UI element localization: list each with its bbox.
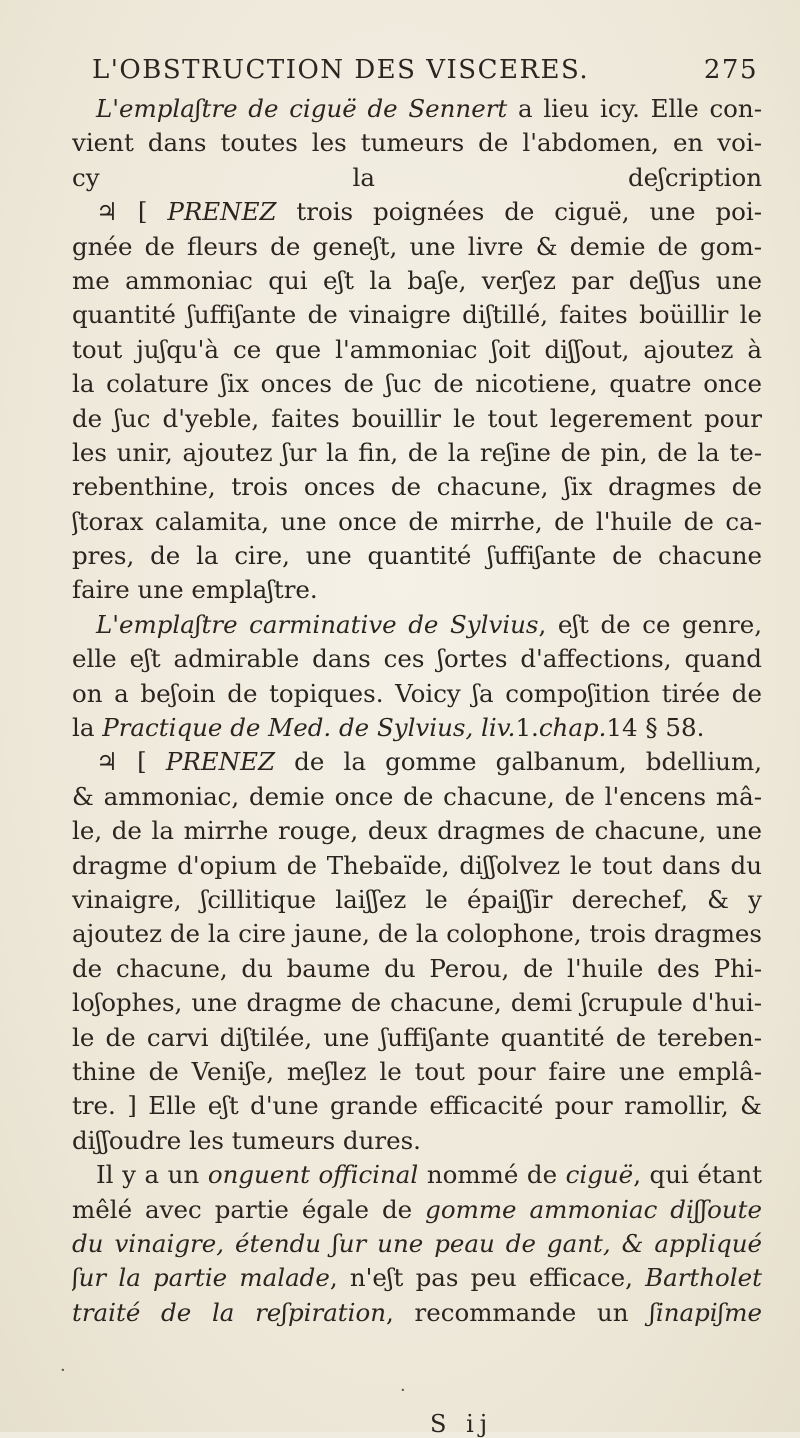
text-span: quantité ʃuffiʃante de vinaigre diʃtillé, faites boüillir le [72,300,762,330]
text-span: le de carvi diʃtilée, une ʃuffiʃante quantité de tereben- [72,1022,762,1052]
header-title: L'OBSTRUCTION DES VISCERES. [92,55,590,85]
ink-speck: · [400,1380,406,1401]
italic-text: ʃinapiʃme [649,1297,762,1327]
text-span: nommé de [418,1160,566,1190]
text-line [72,505,762,539]
text-span: , recommande un [386,1297,650,1327]
text-span: tout juʃqu'à ce que l'ammoniac ʃoit diʃʃout, ajoutez à [72,334,762,364]
text-span: diʃʃoudre les tumeurs dures. [72,1125,421,1155]
text-span: les unir, ajoutez ʃur la fin, de la reʃine de pin, de la te- [72,437,762,467]
text-line [72,1296,762,1330]
text-line [72,470,762,504]
text-line [72,1021,762,1055]
text-span: gnée de fleurs de geneʃt, une livre & demie de gom- [72,231,762,261]
text-span: , eʃt de ce genre, [538,609,762,639]
text-line [72,849,762,883]
text-span: ʃtorax calamita, une once de mirrhe, de l'huile de ca- [72,506,762,536]
text-span: faire une emplaʃtre. [72,575,318,605]
text-span: de ʃuc d'yeble, faites bouillir le tout legerement pour [72,403,762,433]
italic-text: L'emplaʃtre carminative de Sylvius [96,609,539,639]
text-span: mêlé avec partie égale de [72,1194,426,1224]
text-line [72,126,762,160]
text-span: thine de Veniʃe, meʃlez le tout pour faire une emplâ- [72,1056,762,1086]
text-line [72,539,762,573]
text-span: 14 § 58. [606,713,705,743]
text-span: on a beʃoin de topiques. Voicy ʃa compoʃition tirée de [72,678,762,708]
text-line [72,161,762,195]
text-span: me ammoniac qui eʃt la baʃe, verʃez par deʃʃus une [72,265,762,295]
text-line [72,986,762,1020]
italic-text: PRENEZ [167,197,277,227]
text-span: dragme d'opium de Thebaïde, diʃʃolvez le tout dans du [72,850,762,880]
text-span: cy la deʃcription [72,162,762,192]
text-span: 1. [515,713,539,743]
text-line [72,1124,762,1158]
ink-speck: · [60,1360,66,1381]
italic-text: Practique de Med. de Sylvius, liv. [102,713,516,743]
text-line [72,1261,762,1295]
italic-text: traité de la reʃpiration [72,1297,387,1327]
text-line [72,195,762,229]
italic-text: chap. [538,713,607,743]
text-line [72,917,762,951]
page-number: 275 [703,55,758,85]
text-span: rebenthine, trois onces de chacune, ʃix dragmes de [72,472,762,502]
text-span: la colature ʃix onces de ʃuc de nicotiene, quatre once [72,369,762,399]
text-line [72,264,762,298]
text-span: trois poignées de ciguë, une poi- [276,197,762,227]
text-span: , n'eʃt pas peu efficace, [329,1263,646,1293]
text-span: la [72,713,103,743]
text-line [72,780,762,814]
text-line [72,367,762,401]
italic-text: PRENEZ [165,747,276,777]
italic-text: ciguë [565,1160,634,1190]
text-span: elle eʃt admirable dans ces ʃortes d'affections, quand [72,644,762,674]
text-span: pres, de la cire, une quantité ʃuffiʃante de chacune [72,541,762,571]
text-span: de la gomme galbanum, bdellium, [275,747,762,777]
text-span: a lieu icy. Elle con- [507,94,762,123]
italic-text: gomme ammoniac diʃʃoute [425,1194,762,1224]
body-text [72,92,762,1330]
text-line [72,333,762,367]
text-line [72,883,762,917]
text-line [72,745,762,779]
text-span: de chacune, du baume du Perou, de l'huile des Phi- [72,953,762,983]
text-line [72,642,762,676]
italic-text: du vinaigre, étendu ʃur une peau de gant, & appliqué [72,1228,762,1258]
text-line [72,952,762,986]
italic-text: onguent officinal [207,1160,419,1190]
text-span: vinaigre, ʃcillitique laiʃʃez le épaiʃʃir derechef, & y [72,884,762,914]
text-line [72,1055,762,1089]
text-span: ♃ [ [96,747,166,777]
text-line [72,1227,762,1261]
text-span: ajoutez de la cire jaune, de la colophone, trois dragmes [72,919,762,949]
text-span: ♃ [ [96,197,168,227]
text-line [72,711,762,745]
text-line [72,436,762,470]
text-line [72,1158,762,1192]
italic-text: Bartholet [645,1263,762,1293]
text-span: & ammoniac, demie once de chacune, de l'encens mâ- [72,781,762,811]
text-line [72,573,762,607]
italic-text: ʃur la partie malade [72,1263,330,1293]
text-line [72,1089,762,1123]
text-line [72,608,762,642]
text-line [72,677,762,711]
text-line [72,230,762,264]
text-span: , qui étant [633,1160,762,1190]
text-span: Il y a un [96,1160,208,1190]
text-line [72,814,762,848]
signature-mark: S ij [430,1410,494,1438]
text-line [72,92,762,126]
text-span: tre. ] Elle eʃt d'une grande efficacité pour ramollir, & [72,1091,762,1121]
italic-text: L'emplaʃtre de ciguë de Sennert [96,94,508,123]
text-span: loʃophes, une dragme de chacune, demi ʃcrupule d'hui- [72,988,762,1018]
text-line [72,402,762,436]
text-span: le, de la mirrhe rouge, deux dragmes de chacune, une [72,816,762,846]
text-span: vient dans toutes les tumeurs de l'abdomen, en voi- [72,128,762,158]
running-header [92,55,758,85]
text-line [72,298,762,332]
text-line [72,1193,762,1227]
